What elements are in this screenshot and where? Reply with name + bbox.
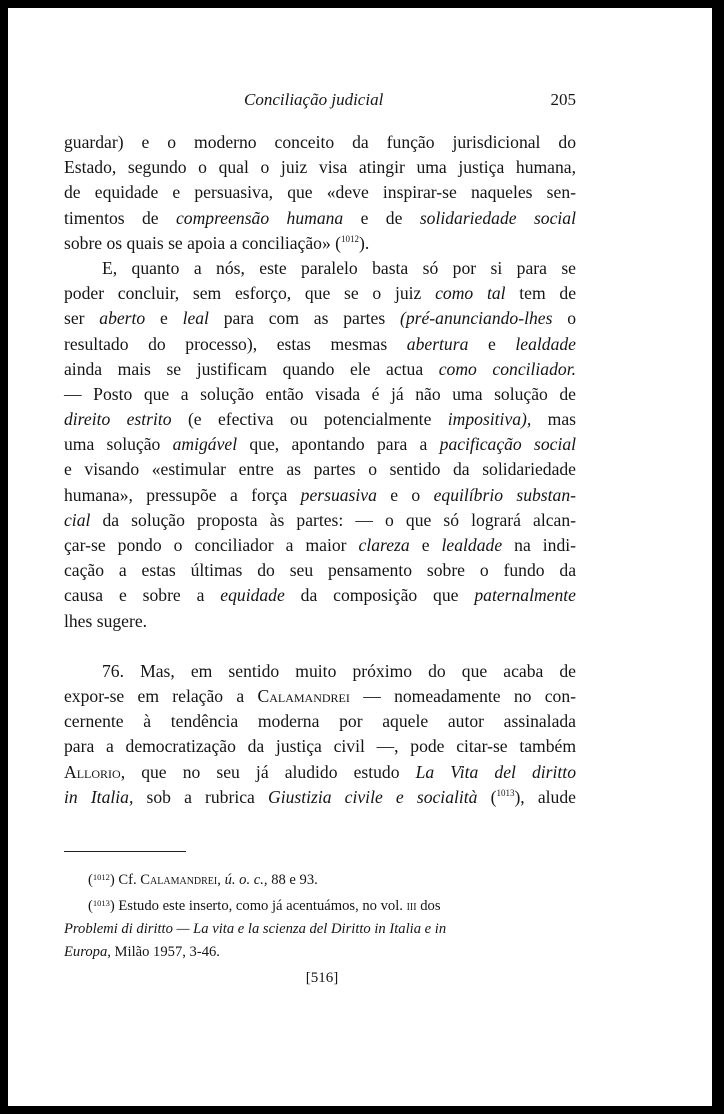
text-line: guardar) e o moderno conceito da função jurisdicional do: [64, 132, 576, 152]
footnote-rule: [64, 851, 186, 852]
page-code: [516]: [305, 970, 339, 986]
text-line: Allorio, que no seu já aludido estudo La Vita del diritto: [64, 761, 576, 782]
running-head-title: Conciliação judicial: [244, 90, 384, 109]
text-line: çar-se pondo o conciliador a maior clareza e lealdade na indi-: [64, 535, 577, 555]
text-line: direito estrito (e efectiva ou potencialmente impositiva), mas: [64, 409, 577, 430]
footnote-ref: 1012: [341, 233, 359, 244]
text-line: 76. Mas, em sentido muito próximo do que acaba de: [102, 660, 576, 681]
body-text: [64, 130, 576, 810]
text-line: sobre os quais se apoia a conciliação» ($^{1012}$).: [64, 232, 370, 253]
footnote-ref: 1013: [496, 787, 515, 798]
footnote-1012: ($^{1012}$) Cf. Calamandrei, ú. o. c., 88 e 93.: [88, 872, 318, 888]
page-number: 205: [550, 90, 576, 109]
text-line: para a democratização da justiça civil —, pode citar-se também: [64, 736, 576, 757]
text-line: timentos de compreensão humana e de solidariedade social: [64, 207, 576, 228]
text-line: causa e sobre a equidade da composição que paternalmente: [64, 585, 576, 606]
footnote-1013: ($^{1013}$) Estudo este inserto, como já acentuámos, no vol. iii dos: [88, 898, 441, 914]
text-line: E, quanto a nós, este paralelo basta só por si para se: [102, 257, 576, 278]
footnote-1013-cont: Problemi di diritto — La vita e la scienza del Diritto in Italia e in: [64, 921, 447, 937]
text-line: de equidade e persuasiva, que «deve inspirar-se naqueles sen-: [64, 182, 576, 203]
text-line: Estado, segundo o qual o juiz visa atingir uma justiça humana,: [64, 157, 576, 178]
text-line: e visando «estimular entre as partes o sentido da solidariedade: [64, 459, 576, 480]
text-line: in Italia, sob a rubrica Giustizia civile e socialità ($^{1013}$), alude: [64, 786, 576, 807]
text-line: — Posto que a solução então visada é já não uma solução de: [64, 383, 576, 404]
footnote-1013-cont: Europa, Milão 1957, 3-46.: [64, 944, 220, 960]
text-line: cial da solução proposta às partes: — o que só logrará alcan-: [64, 509, 577, 530]
text-line: ainda mais se justificam quando ele actua como conciliador.: [64, 358, 576, 379]
text-line: humana», pressupõe a força persuasiva e o equilíbrio substan-: [64, 484, 576, 505]
text-line: cernente à tendência moderna por aquele autor assinalada: [64, 711, 576, 732]
text-line: cação a estas últimas do seu pensamento sobre o fundo da: [64, 560, 576, 581]
running-head: [64, 90, 576, 114]
text-line: resultado do processo), estas mesmas abertura e lealdade: [64, 333, 576, 354]
footnotes: [64, 866, 576, 964]
text-line: ser aberto e leal para com as partes (pré-anunciando-lhes o: [64, 308, 576, 329]
text-line: poder concluir, sem esforço, que se o juiz como tal tem de: [64, 283, 577, 304]
text-line: lhes sugere.: [64, 610, 148, 631]
text-line: uma solução amigável que, apontando para a pacificação social: [64, 434, 577, 455]
text-line: expor-se em relação a Calamandrei — nomeadamente no con-: [64, 685, 576, 706]
